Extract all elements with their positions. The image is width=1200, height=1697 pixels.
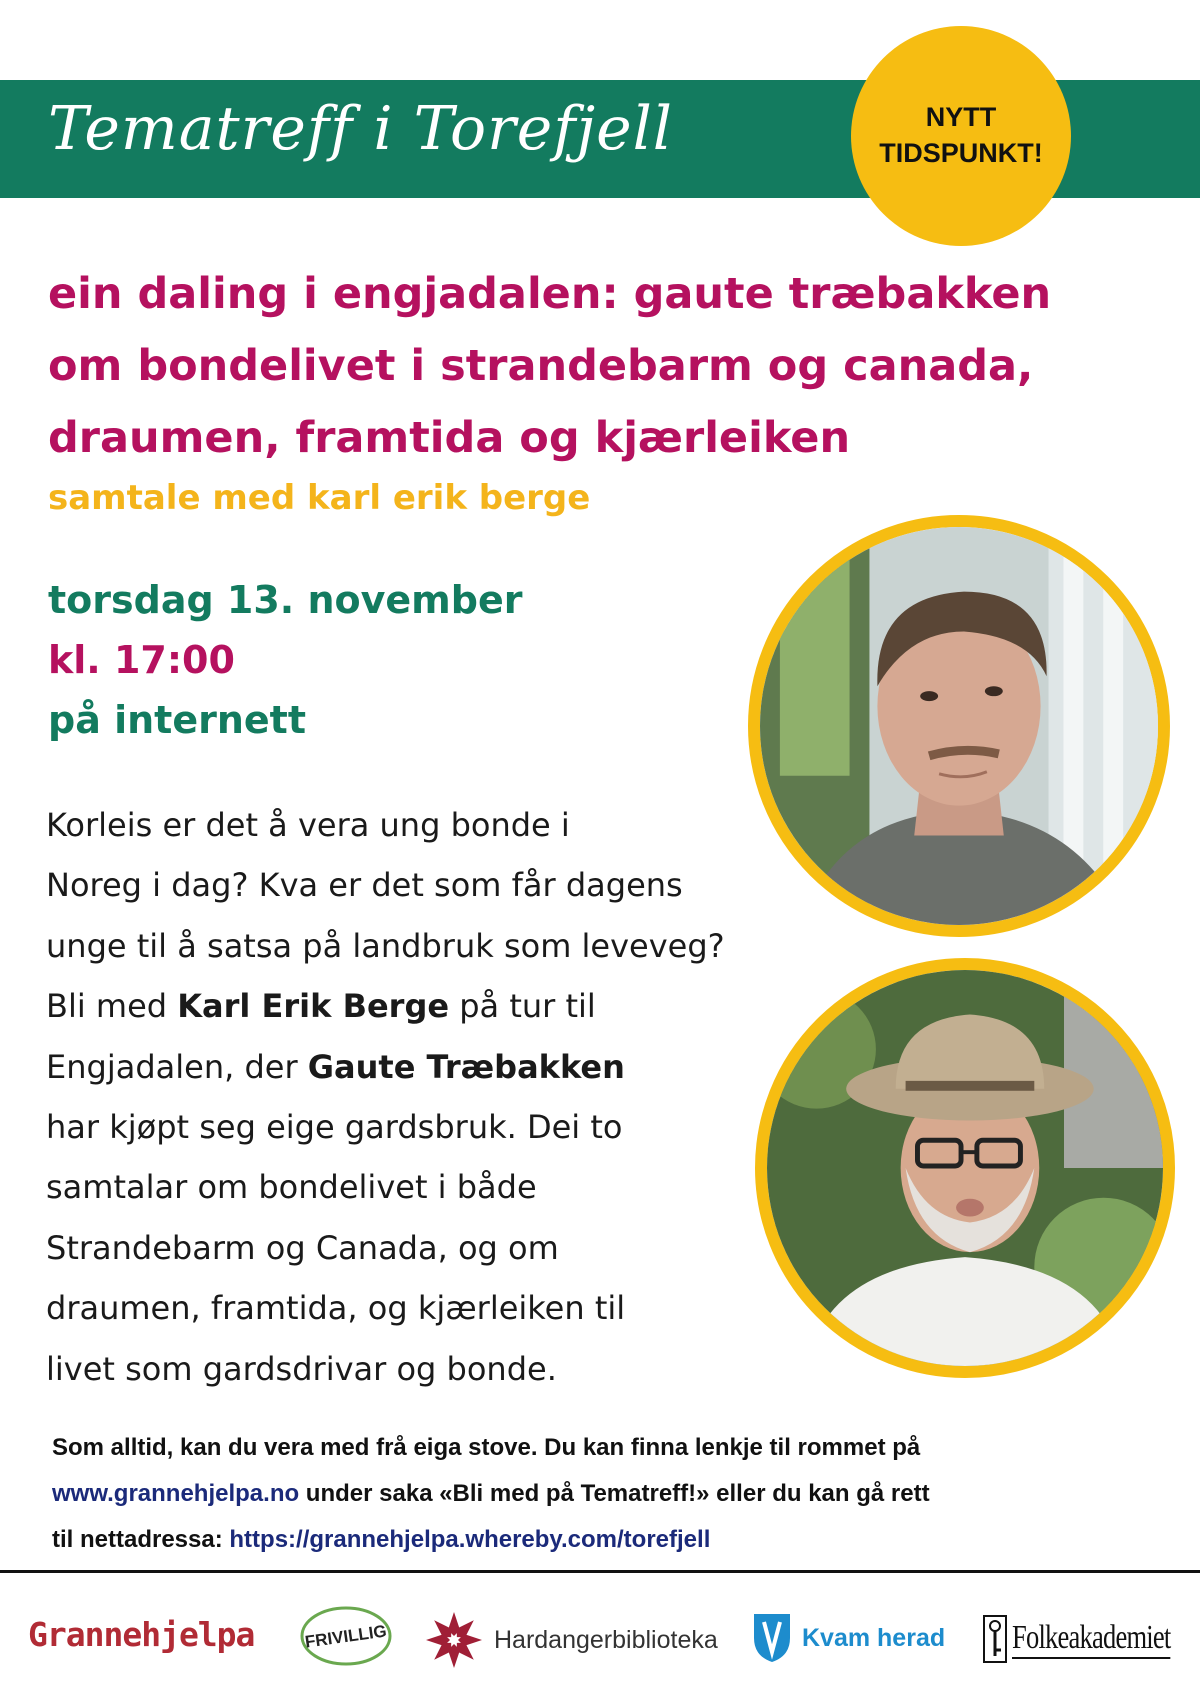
badge-line-2: TIDSPUNKT! (879, 138, 1043, 168)
hardanger-biblioteka-logo (424, 1608, 718, 1672)
description-text: Bli med (46, 987, 178, 1026)
guest-name: Gaute Træbakken (307, 1047, 625, 1086)
frivillig-sentral-logo (296, 1598, 396, 1668)
portrait-host-image (767, 970, 1163, 1366)
description-line (46, 976, 725, 1036)
description-line: livet som gardsdrivar og bonde. (46, 1349, 557, 1388)
footer-divider (0, 1570, 1200, 1573)
badge-line-1: NYTT (925, 102, 997, 133)
website-link[interactable]: www.grannehjelpa.no (52, 1480, 300, 1507)
host-name: Karl Erik Berge (177, 987, 450, 1026)
sponsor-logos (0, 1590, 1200, 1690)
meeting-room-link[interactable]: https://grannehjelpa.whereby.com/torefjell (229, 1526, 711, 1553)
event-description (46, 795, 725, 1399)
description-line: samtalar om bondelivet i både (46, 1168, 537, 1207)
instructions-line (52, 1517, 1172, 1563)
folkeakademiet-logo-text: Folkeakademiet (1012, 1619, 1170, 1659)
description-line: draumen, framtida, og kjærleiken til (46, 1289, 626, 1328)
frivillig-logo-text: FRIVILLIG (303, 1621, 388, 1652)
instructions-text: til nettadressa: (52, 1526, 230, 1553)
instructions-line (52, 1471, 1172, 1517)
headline-line: om bondelivet i strandebarm og canada, (48, 341, 1034, 391)
join-instructions (52, 1425, 1172, 1563)
event-headline (48, 258, 1078, 474)
headline-line: ein daling i engjadalen: gaute træbakken (48, 269, 1052, 319)
description-line (46, 1037, 725, 1097)
snowflake-star-icon (424, 1610, 484, 1670)
portrait-guest-image (760, 527, 1158, 925)
description-line: Noreg i dag? Kva er det som får dagens (46, 866, 683, 905)
frivillig-badge-icon (296, 1598, 396, 1668)
instructions-text: under saka «Bli med på Tematreff!» eller du kan gå rett (299, 1480, 930, 1507)
kvam-logo-text: Kvam herad (802, 1623, 946, 1652)
kvam-herad-logo (752, 1608, 945, 1668)
description-text: på tur til (449, 987, 596, 1026)
description-line: Korleis er det å vera ung bonde i (46, 806, 570, 844)
folkeakademiet-logo (982, 1614, 1200, 1664)
new-time-badge (851, 26, 1071, 246)
event-time: kl. 17:00 (48, 638, 235, 682)
instructions-line: Som alltid, kan du vera med frå eiga stove. Du kan finna lenkje til rommet på (52, 1434, 921, 1461)
portrait-host-photo (755, 958, 1175, 1378)
description-line: unge til å satsa på landbruk som leveveg? (46, 926, 725, 965)
description-line: Strandebarm og Canada, og om (46, 1228, 559, 1267)
event-subheading: samtale med karl erik berge (48, 478, 591, 518)
portrait-guest-photo (748, 515, 1170, 937)
grannehjelpa-logo: Grannehjelpa (28, 1615, 255, 1654)
hardanger-logo-text: Hardangerbiblioteka (494, 1625, 718, 1654)
description-line: har kjøpt seg eige gardsbruk. Dei to (46, 1108, 623, 1147)
key-icon (982, 1614, 1008, 1664)
event-date: torsdag 13. november (48, 578, 523, 622)
kvam-shield-icon (752, 1612, 792, 1664)
event-location: på internett (48, 698, 306, 742)
banner-title: Tematreff i Torefjell (48, 94, 673, 164)
description-text: Engjadalen, der (46, 1047, 308, 1086)
headline-line: draumen, framtida og kjærleiken (48, 413, 851, 463)
